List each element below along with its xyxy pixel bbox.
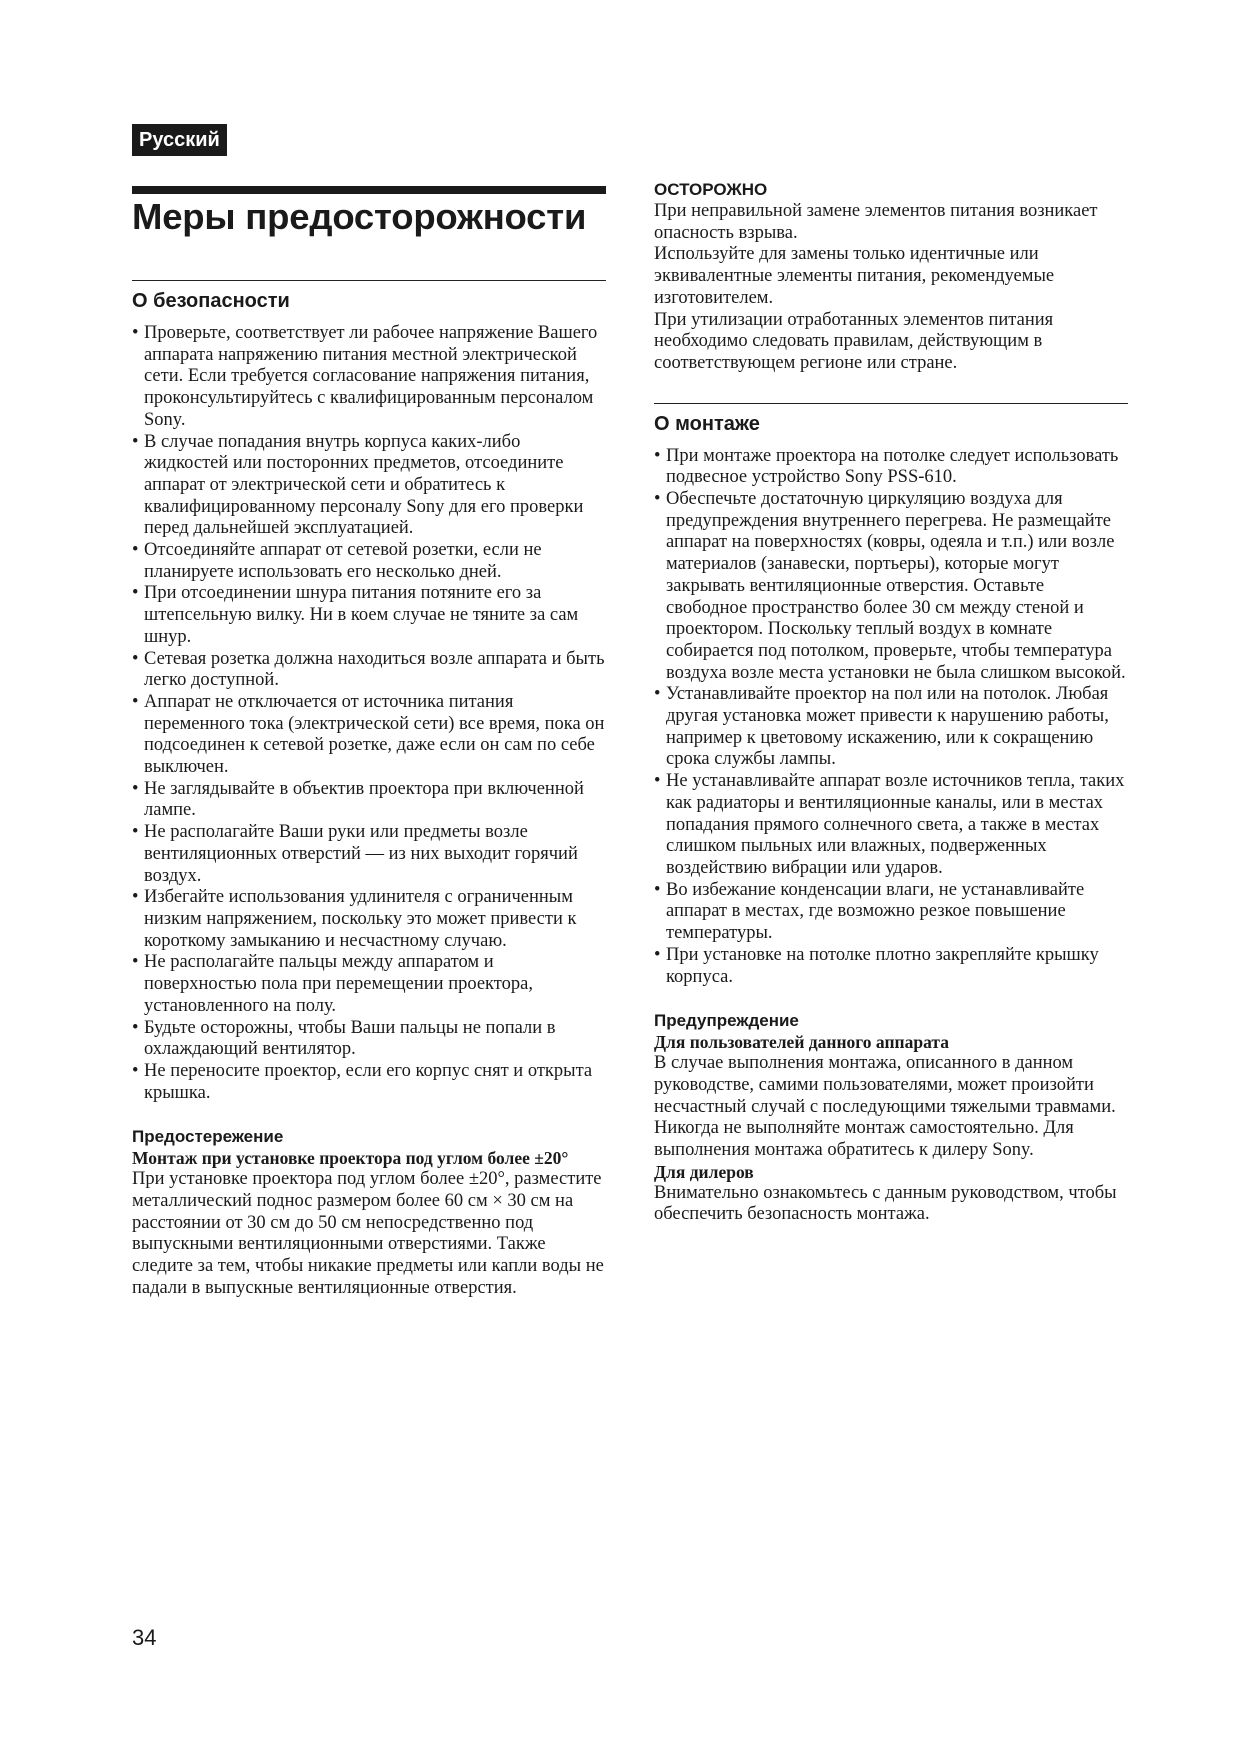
battery-warning-heading: ОСТОРОЖНО <box>654 180 768 199</box>
list-item: • Обеспечьте достаточную циркуляцию воздуха для предупреждения внутреннего перегрева. Не размещайте аппарат на поверхностях (ковры, одеяла и т.п.) или возле материалов (занавески, портьеры), которые могут закрывать вентиляционные отверстия. Оставьте свободное пространство более 30 см между стеной и проектором. Поскольку теплый воздух в комнате собирается под потолком, проверьте, чтобы температура воздуха возле места установки не была слишком высокой. <box>654 489 1128 684</box>
caution-subheading: Монтаж при установке проектора под углом более ±20° <box>132 1148 569 1169</box>
dealers-heading: Для дилеров <box>654 1161 754 1182</box>
list-item: • Не устанавливайте аппарат возле источников тепла, таких как радиаторы и вентиляционные каналы, или в местах попадания прямого солнечного света, а также в местах слишком пыльных или влажных, подверженных воздействию вибрации или ударов. <box>654 771 1128 880</box>
list-item: • В случае попадания внутрь корпуса каких-либо жидкостей или посторонних предметов, отсоедините аппарат от электрической сети и обратитесь к квалифицированному персоналу Sony для его проверки перед дальнейшей эксплуатацией. <box>132 432 606 541</box>
safety-heading: О безопасности <box>132 290 290 312</box>
list-item: • Не располагайте Ваши руки или предметы возле вентиляционных отверстий — из них выходит горячий воздух. <box>132 822 606 887</box>
installation-heading: О монтаже <box>654 412 760 435</box>
right-column <box>654 179 1128 1226</box>
list-item: • Будьте осторожны, чтобы Ваши пальцы не попали в охлаждающий вентилятор. <box>132 1018 606 1061</box>
page-number: 34 <box>132 1625 157 1650</box>
list-item: • Во избежание конденсации влаги, не устанавливайте аппарат в местах, где возможно резкое повышение температуры. <box>654 880 1128 945</box>
safety-list <box>132 323 606 1104</box>
dealers-text: Внимательно ознакомьтесь с данным руководством, чтобы обеспечить безопасность монтажа. <box>654 1182 1117 1225</box>
list-item: • Не переносите проектор, если его корпус снят и открыта крышка. <box>132 1061 606 1104</box>
language-tag: Русский <box>132 124 227 156</box>
caution-text: При установке проектора под углом более ±20°, разместите металлический поднос размером более 60 см × 30 см на расстоянии от 30 см до 50 см непосредственно под выпускными вентиляционными отверстиями. Также следите за тем, чтобы никакие предметы или капли воды не падали в выпускные вентиляционные отверстия. <box>132 1169 604 1298</box>
battery-warning-paragraph: При неправильной замене элементов питания возникает опасность взрыва. <box>654 201 1098 243</box>
page-title: Меры предосторожности <box>132 196 587 237</box>
battery-warning-paragraph: Используйте для замены только идентичные или эквивалентные элементы питания, рекомендуемые изготовителем. <box>654 244 1055 308</box>
list-item: • Не заглядывайте в объектив проектора при включенной лампе. <box>132 779 606 822</box>
users-heading: Для пользователей данного аппарата <box>654 1032 949 1053</box>
users-text: В случае выполнения монтажа, описанного в данном руководстве, самими пользователями, может произойти несчастный случай с последующими тяжелыми травмами. Никогда не выполняйте монтаж самостоятельно. Для выполнения монтажа обратитесь к дилеру Sony. <box>654 1053 1116 1161</box>
list-item: • При установке на потолке плотно закрепляйте крышку корпуса. <box>654 945 1128 988</box>
section-rule <box>654 403 1128 404</box>
list-item: • Не располагайте пальцы между аппаратом и поверхностью пола при перемещении проектора, установленного на полу. <box>132 952 606 1017</box>
notice-heading: Предупреждение <box>654 1011 799 1031</box>
list-item: • При монтаже проектора на потолке следует использовать подвесное устройство Sony PSS-610. <box>654 446 1128 489</box>
list-item: • Избегайте использования удлинителя с ограниченным низким напряжением, поскольку это может привести к короткому замыканию и несчастному случаю. <box>132 887 606 952</box>
list-item: • При отсоединении шнура питания потяните его за штепсельную вилку. Ни в коем случае не тяните за сам шнур. <box>132 583 606 648</box>
section-rule <box>132 280 606 281</box>
list-item: • Сетевая розетка должна находиться возле аппарата и быть легко доступной. <box>132 649 606 692</box>
left-column <box>132 280 606 1300</box>
list-item: • Отсоединяйте аппарат от сетевой розетки, если не планируете использовать его несколько дней. <box>132 540 606 583</box>
battery-warning-paragraph: При утилизации отработанных элементов питания необходимо следовать правилам, действующим в соответствующем регионе или стране. <box>654 309 1054 373</box>
installation-list <box>654 446 1128 989</box>
list-item: • Проверьте, соответствует ли рабочее напряжение Вашего аппарата напряжению питания местной электрической сети. Если требуется согласование напряжения питания, проконсультируйтесь с квалифицированным персоналом Sony. <box>132 323 606 432</box>
caution-heading: Предостережение <box>132 1127 284 1147</box>
list-item: • Устанавливайте проектор на пол или на потолок. Любая другая установка может привести к нарушению работы, например к цветовому искажению, или к сокращению срока службы лампы. <box>654 684 1128 771</box>
list-item: • Аппарат не отключается от источника питания переменного тока (электрической сети) все время, пока он подсоединен к сетевой розетке, даже если он сам по себе выключен. <box>132 692 606 779</box>
